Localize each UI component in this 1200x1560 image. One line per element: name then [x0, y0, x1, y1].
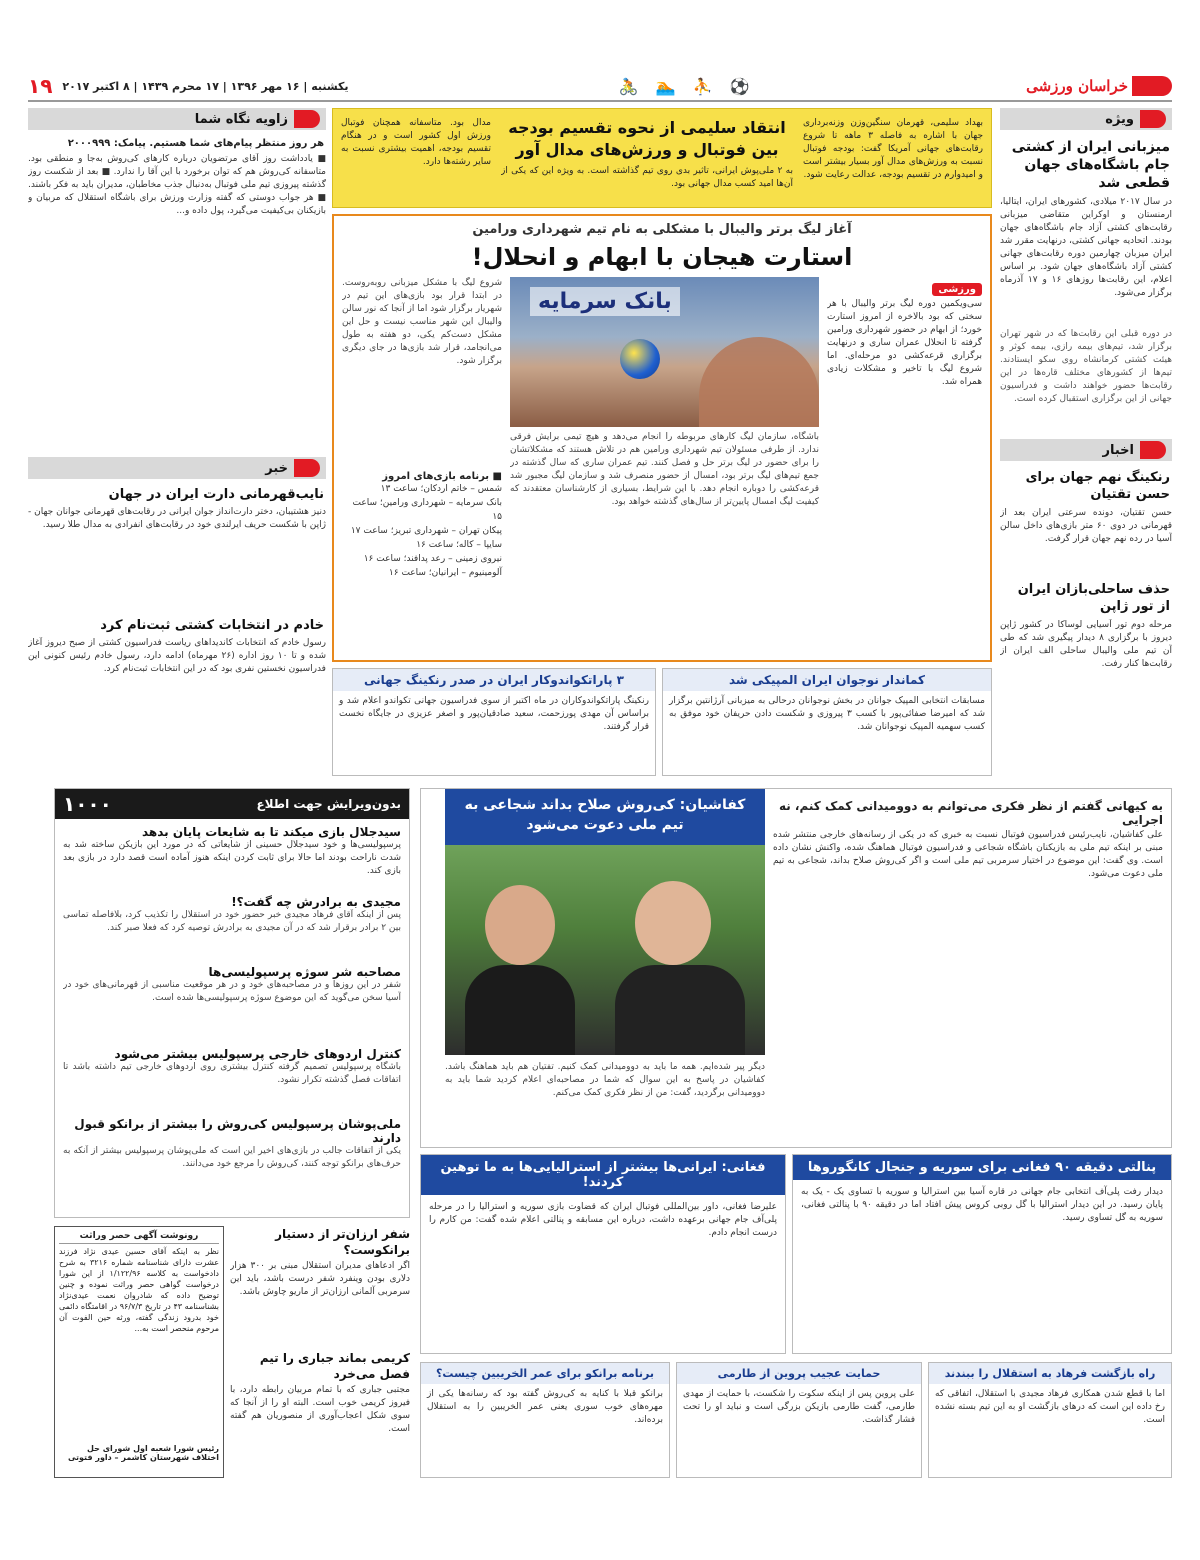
story-title: برنامه برانکو برای عمر الخریبین چیست؟ [421, 1363, 669, 1384]
schedule-item: پیکان تهران – شهرداری تبریز؛ ساعت ۱۷ [350, 526, 502, 536]
section-bar-khabar [28, 457, 326, 479]
person-suit-shape [615, 965, 745, 1055]
story-title: فغانی: ایرانی‌ها بیشتر از استرالیایی‌ها به ما توهین کردند! [421, 1155, 785, 1195]
news-title: نایب‌قهرمانی دارت ایران در جهان [108, 487, 324, 502]
schedule-item: شمس – خاتم اردکان؛ ساعت ۱۳ [380, 484, 502, 494]
story-kicker: آغاز لیگ برتر والیبال با مشکلی به نام تیم شهرداری ورامین [472, 222, 852, 237]
article-title: حذف ساحلی‌بازان ایران از تور ژاپن [1017, 582, 1170, 614]
fact-body: پس از اینکه آقای فرهاد مجیدی خبر حضور خود در استقلال را تکذیب کرد، بلافاصله تماسی بین ۲ برادر برقرار شد که در آن مجیدی به برادرش توصیه کرد که فعلا صبر کند. [63, 910, 401, 933]
banner-body-right: بهداد سلیمی، قهرمان سنگین‌وزن وزنه‌برداری جهان با اشاره به فاصله ۳ ماهه تا شروع رقابت‌های جهانی آمریکا گفت: بودجه فوتبال نسبت به ورزش‌های مدال آور بسیار بیشتر است و امیدوارم در تقسیم بودجه، عدالت رعایت شود. [803, 118, 983, 180]
person-suit-shape [465, 965, 575, 1055]
fact-heading: مصاحبه شر سوژه پرسپولیسی‌ها [208, 965, 401, 979]
masthead [28, 72, 1172, 102]
story-body-continued: باشگاه، سازمان لیگ کارهای مربوطه را انجام می‌دهد و هیچ تیمی برایش فرقی ندارد. از طرفی مسئولان تیم شهرداری ورامین هم در تلاش هستند که مشکلاتشان را برای حضور در لیگ برتر حل و فصل کنند. تیم عمران ساری که سال گذشته در جمع تیم‌های لیگ برتر بود، امسال از حضور منصرف شد و سازمان لیگ مجبور شد قرعه‌کشی را دوباره انجام دهد. با این شرایط، بسیاری از کارشناسان معتقدند که کیفیت لیگ امسال پایین‌تر از سال‌های گذشته خواهد بود. [510, 432, 819, 507]
opinion-header: هر روز منتظر پیام‌های شما هستیم. پیامک: ۲۰۰۰۹۹۹ [67, 138, 324, 149]
story-body: سی‌ویکمین دوره لیگ برتر والیبال با هر سختی که بود بالاخره از امروز استارت خورد؛ از ابهام در حضور شهرداری ورامین گرفته تا انحلال عمران ساری و درنهایت برگزاری قرعه‌کشی دو مرحله‌ای. اما شروع لیگ با تاخیر و مشکلات زیادی همراه شد. [827, 299, 982, 387]
right-column [1000, 108, 1172, 778]
fact-check-header [55, 789, 409, 819]
banner-body-center: به ۲ ملی‌پوش ایرانی، تاثیر بدی روی تیم گذاشته است. به ویژه این که یکی از آن‌ها امید کسب مدال جهانی بود. [501, 166, 793, 189]
schedule-item: آلومینیوم – ایرانیان؛ ساعت ۱۶ [388, 568, 502, 578]
story-body: اما با قطع شدن همکاری فرهاد مجیدی با استقلال، اتفاقی که رخ داده این است که درهای بازگشت او به این تیم بسته نشده است. [935, 1389, 1165, 1425]
story-body: برانکو قبلا با کنایه به کی‌روش گفته بود که رسانه‌ها یکی از مهره‌های خوب سوری یعنی عمر الخریبین را به استقلال برده‌اند. [427, 1389, 663, 1425]
story-body: علی پروین پس از اینکه سکوت را شکست، با حمایت از مهدی طارمی، گفت طارمی بازیکن بزرگی است و نباید او را تحت فشار گذاشت. [683, 1389, 915, 1425]
article-title: میزبانی ایران از کشتی جام باشگاه‌های جهان قطعی شد [1011, 139, 1170, 191]
section-bar-vizheh [1000, 108, 1172, 130]
schedule-item: سایپا – کاله؛ ساعت ۱۶ [416, 540, 502, 550]
faghani-insult-story [420, 1154, 786, 1354]
section-logo-icon [1140, 441, 1166, 459]
article-body: حسن تقتیان، دونده سرعتی ایران بعد از قهرمانی در دوی ۶۰ متر بازی‌های داخل سالن آسیا در رده نهم جهان قرار گرفت. [1000, 508, 1172, 544]
date-line: یکشنبه | ۱۶ مهر ۱۳۹۶ | ۱۷ محرم ۱۴۳۹ | ۸ اکتبر ۲۰۱۷ [62, 79, 349, 93]
notice-body: نظر به اینکه آقای حسین عیدی نژاد فرزند عشرت دارای شناسنامه شماره ۳۲۱۶ به شرح دادخواست به کلاسه ۱/۱۲۲/۹۶ از این شورا درخواست گواهی حصر وراثت نموده و چنین توضیح داده که شادروان نعمت عیدی‌نژاد بشناسنامه ۴۳ در تاریخ ۹۶/۷/۳ در اقامتگاه دائمی خود بدرود زندگی گفته، ورثه حین الفوت آن مرحوم منحصر است به... [59, 1247, 219, 1333]
fact-heading: مجیدی به برادرش چه گفت؟! [231, 895, 401, 909]
story-title: پنالتی دقیقه ۹۰ فغانی برای سوریه و جنجال کانگوروها [793, 1155, 1171, 1180]
fact-check-number: ۱۰۰۰ [63, 792, 112, 816]
news-title: خادم در انتخابات کشتی ثبت‌نام کرد [100, 618, 324, 633]
article-body: مرحله دوم تور آسیایی لوساکا در کشور ژاپن دیروز با برگزاری ۸ دیدار پیگیری شد که طی آن تیم ملی والیبال ساحلی الف ایران از رقابت‌ها کنار رفت. [1000, 620, 1172, 669]
news-body: اگر ادعاهای مدیران استقلال مبنی بر ۳۰۰ هزار دلاری بودن وینفرد شفر درست باشد، باید این سرمربی آلمانی ارزان‌تر از ماریو چاوش باشد. [230, 1261, 410, 1297]
box-body: مسابقات انتخابی المپیک جوانان در بخش نوجوانان درحالی به میزبانی آرژانتین برگزار شد که امیرضا صفائی‌پور با کسب ۳ پیروزی و شکست دادن حریفان خود موفق به کسب سهمیه المپیک نوجوانان شد. [669, 696, 985, 732]
date-block [28, 74, 349, 98]
story-body-left: شروع لیگ با مشکل میزبانی روبه‌روست. در ابتدا قرار بود بازی‌های این تیم در شهریار برگزار شود اما از آنجا که نور سالن والیبال این شهر مناسب نیست و حل این مشکل دست‌کم یکی، دو هفته به طول می‌انجامد، قرار شد بازی‌ها در جای دیگری برگزار شود. [342, 278, 502, 366]
interview-body-continued: دیگر پیر شده‌ایم. همه ما باید به دوومیدانی کمک کنیم. تفتیان هم باید هماهنگ باشد. کفاشیان در پاسخ به این سوال که شما در مصاحبه‌ای اعلام کردید شما باید به دوومیدانی برگردید، گفت: من از نظر فکری کمک می‌کنم. [445, 1062, 765, 1098]
story-col-left [342, 277, 502, 637]
fact-body: باشگاه پرسپولیس تصمیم گرفته کنترل بیشتری روی اردوهای خارجی تیم داشته باشد تا اتفاقات فصل گذشته تکرار نشود. [63, 1062, 401, 1085]
story-title: حمایت عجیب پروین از طارمی [677, 1363, 921, 1384]
blockers-hands-shape [699, 337, 819, 427]
branko-story [420, 1362, 670, 1478]
story-body: علیرضا فغانی، داور بین‌المللی فوتبال ایران که قضاوت بازی سوریه و استرالیا را در مرحله پلی‌آف جام جهانی برعهده داشت، درباره این مسابقه و پنالتی اعلام شده گفت: من کارم را درست انجام دادم. [429, 1202, 777, 1238]
box-body: رنکینگ پاراتکواندوکاران در ماه اکتبر از سوی فدراسیون جهانی تکواندو اعلام شد و براساس آن مهدی پورزحمت، سعید صادقیان‌پور و اصغر عزیزی در جایگاه نخست قرار گرفتند. [339, 696, 649, 732]
volleyball-story [332, 214, 992, 662]
brand-swoosh-icon [1132, 76, 1172, 96]
notice-footer: رئیس شورا شعبه اول شورای حل اختلاف شهرستان کاشمر – داور فتوتی [67, 1444, 219, 1462]
section-bar-zavieh [28, 108, 326, 130]
interview-headline: کفاشیان: کی‌روش صلاح بداند شجاعی به تیم ملی دعوت می‌شود [464, 797, 746, 833]
interview-photo [445, 845, 765, 1055]
article-body-continued: در دوره قبلی این رقابت‌ها که در شهر تهران برگزار شد، تیم‌های بیمه رازی، بیمه کوثر و هیئت کشتی کرمانشاه روی سکو ایستادند. تیم‌ها از کشورهای مختلف قاره‌ها در این رقابت‌ها حضور خواهند داشت و فدراسیون جهانی از این برگزاری استقبال کرده است. [1000, 329, 1172, 404]
section-bar-akhbar [1000, 439, 1172, 461]
schedule-item: بانک سرمایه – شهرداری ورامین؛ ساعت ۱۵ [352, 498, 502, 522]
farhad-story [928, 1362, 1172, 1478]
story-col-right [827, 277, 982, 637]
schedule-title-text: برنامه بازی‌های امروز [382, 471, 490, 482]
source-badge: ورزشی [932, 283, 982, 296]
fact-heading: کنترل اردوهای خارجی پرسپولیس بیشتر می‌شود [114, 1047, 401, 1061]
volleyball-photo [510, 277, 819, 427]
fact-heading: سیدجلال بازی میکند تا به شایعات پایان بدهد [141, 825, 401, 839]
fact-heading: ملی‌پوشان پرسپولیس کی‌روش را بیشتر از برانکو قبول دارند [74, 1117, 401, 1145]
fact-body: یکی از اتفاقات جالب در بازی‌های اخیر این است که ملی‌پوشان پرسپولیس بیشتر از آنکه به حرف‌های برانکو توجه کنند، کی‌روش را مرجع خود می‌دانند. [63, 1146, 401, 1169]
interview-story [420, 788, 1172, 1148]
sports-pictograms-icon: ⚽ ⛹ 🏊 🚴 [618, 76, 756, 96]
left-column [28, 108, 326, 776]
section-label: زاویه نگاه شما [194, 111, 288, 127]
box-title: ۳ پاراتکواندوکار ایران در صدر رنکینگ جهانی [333, 669, 655, 691]
schedule-list [342, 482, 502, 580]
fact-check-column [54, 788, 410, 1218]
schedule-item: نیروی زمینی – رعد پدافند؛ ساعت ۱۶ [363, 554, 502, 564]
news-body: دنیز هشتیبان، دختر دارت‌انداز جوان ایرانی در رقابت‌های قهرمانی جوانان جهان - ژاپن با شکست حریف ایرلندی خود در رقابت‌های انفرادی به مدال طلا رسید. [28, 507, 326, 530]
story-body: دیدار رفت پلی‌آف انتخابی جام جهانی در قاره آسیا بین استرالیا و سوریه با تساوی یک - یک به پایان رسید. در این دیدار استرالیا با گل روبی کروس پیش افتاد اما در دقیقه ۹۰ با پنالتی فغانی، سوریه به گل تساوی رسید. [801, 1187, 1163, 1223]
news-body: مجتبی جباری که با تمام مربیان رابطه دارد، با فیروز کریمی خوب است. البته او را از آنجا که سوی شکل اعجاب‌آوری از منصوریان هم گفته است. [230, 1385, 410, 1434]
interview-body: علی کفاشیان، نایب‌رئیس فدراسیون فوتبال نسبت به خبری که در یکی از رسانه‌های خارجی منتشر شده مبنی بر اینکه تیم ملی به بازیکنان باشگاه شجاعی و فدراسیون فوتبال هماهنگ شده، واکنش نشان داده است. وی گفت: این موضوع در اختیار سرمربی تیم ملی است و اگر کی‌روش صلاح بداند، شجاعی به تیم ملی دعوت می‌شود. [773, 830, 1163, 879]
section-logo-icon [294, 110, 320, 128]
interview-headline-box [445, 789, 765, 845]
photo-banner-text: بانک سرمایه [530, 287, 680, 316]
box-title: کماندار نوجوان ایران المپیکی شد [663, 669, 991, 691]
person-face-shape [485, 885, 555, 965]
fact-body: پرسپولیسی‌ها و خود سیدجلال حسینی از شایعاتی که در مورد این بازیکن ساخته شد به شدت ناراحت بودند اما حالا برای ثابت کردن اینکه هنوز آماده است قصد دارد در بازی بعد بازی کند. [63, 840, 401, 876]
volleyball-ball-icon [620, 339, 660, 379]
opinion-body: ■ یادداشت روز آقای مرتضویان درباره کارهای کی‌روش به‌جا و منطقی بود. متاسفانه کی‌روش هم که توان برخورد با این آقا را ندارد. ■ بعد از شکست روز گذشته پیروزی تیم ملی فوتبال به‌دنبال جذب مخاطبان، مدیران باید به فکر باشند. ■ هر جواب دوستی که گفته وزارت ورزش برای باشگاه استقلال که مربیان و بازیکنان بی‌کیفیت می‌گیرد، پول داده و... [28, 154, 326, 216]
schedule-title: ■ برنامه بازی‌های امروز [382, 471, 502, 482]
section-logo-icon [294, 459, 320, 477]
person-face-shape [635, 881, 711, 965]
fact-body: شفر در این روزها و در مصاحبه‌های خود و در هر موقعیت مناسبی از قهرمانی‌های خود در آسیا سخن می‌گوید که این موضوع سوژه پرسپولیسی‌ها شده است. [63, 980, 401, 1003]
archery-box [662, 668, 992, 776]
section-label: اخبار [1102, 442, 1134, 458]
news-title: کریمی بماند جباری را تیم فصل می‌خرد [259, 1351, 410, 1381]
story-headline: استارت هیجان با ابهام و انحلال! [471, 243, 853, 271]
parvin-story [676, 1362, 922, 1478]
page-number: ۱۹ [28, 74, 53, 98]
small-news-column [230, 1226, 410, 1478]
banner-body-left: مدال بود. متاسفانه همچنان فوتبال ورزش اول کشور است و در هنگام تقسیم بودجه، اهمیت بیشتری نسبت به سایر رشته‌ها دارد. [341, 118, 491, 167]
story-title: راه بازگشت فرهاد به استقلال را ببندند [929, 1363, 1171, 1384]
article-title: رنکینگ نهم جهان برای حسن تقتیان [1025, 470, 1170, 502]
article-body: در سال ۲۰۱۷ میلادی، کشورهای ایران، ایتالیا، ارمنستان و اوکراین متقاضی میزبانی رقابت‌های کشتی آزاد جام باشگاه‌های جهان بودند. اتحادیه جهانی کشتی، درنهایت مقرر شد ایران میزبان چهارمین دوره رقابت‌های جهانی کشتی آزاد باشگاه‌های جهان شود. بر اساس اعلام، این رقابت‌ها روزهای ۱۶ و ۱۷ آذرماه برگزار می‌شود. [1000, 197, 1172, 298]
story-center [510, 277, 819, 637]
news-body: رسول خادم که انتخابات کاندیداهای ریاست فدراسیون کشتی از صبح دیروز آغاز شده و تا ۱۰ روز اداره (۲۶ مهرماه) ادامه دارد، رسول خادم رئیس کنونی این فدراسیون نخستین نفری بود که در این انتخابات ثبت‌نام کرد. [28, 638, 326, 674]
brand-logo [1026, 76, 1172, 96]
faghani-penalty-story [792, 1154, 1172, 1354]
interview-subhead: به کیهانی گفتم از نظر فکری می‌توانم به دوومیدانی کمک کنم، نه اجرایی [778, 799, 1163, 827]
legal-notice [54, 1226, 224, 1478]
notice-title: رونوشت آگهی حصر وراثت [59, 1231, 219, 1244]
taekwondo-box [332, 668, 656, 776]
section-label: ویژه [1105, 111, 1134, 127]
fact-check-label: بدون‌ویرایش جهت اطلاع [256, 797, 401, 811]
section-label: خبر [265, 460, 288, 476]
banner-title: انتقاد سلیمی از نحوه تقسیم بودجه بین فوتبال و ورزش‌های مدال آور [508, 118, 786, 159]
news-title: شفر ارزان‌تر از دستیار برانکوست؟ [275, 1227, 410, 1257]
brand-name: خراسان ورزشی [1026, 77, 1128, 95]
section-logo-icon [1140, 110, 1166, 128]
top-banner [332, 108, 992, 208]
